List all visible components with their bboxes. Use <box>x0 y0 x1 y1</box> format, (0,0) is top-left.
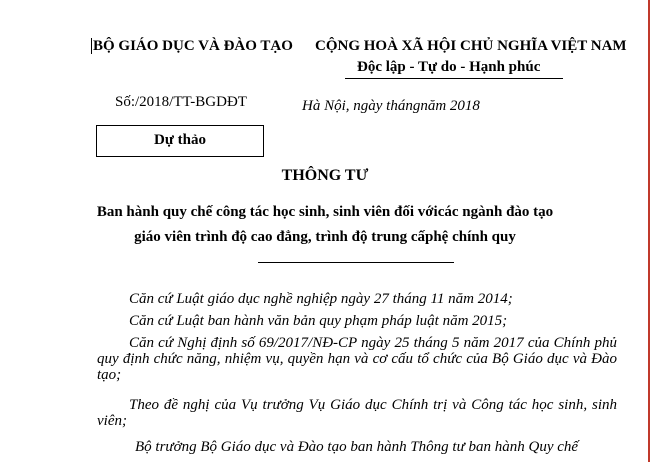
paragraph-legal-basis-3: Căn cứ Nghị định số 69/2017/NĐ-CP ngày 25 tháng 5 năm 2017 của Chính phủ quy định chức năng, nhiệm vụ, quyền hạn và cơ cấu tổ chức của Bộ Giáo dục và Đào tạo; <box>97 335 617 383</box>
paragraph-legal-basis-1: Căn cứ Luật giáo dục nghề nghiệp ngày 27 tháng 11 năm 2014; <box>129 291 513 307</box>
republic-name: CỘNG HOÀ XÃ HỘI CHỦ NGHĨA VIỆT NAM <box>315 38 627 54</box>
title-separator <box>258 262 454 263</box>
place-date: Hà Nội, ngày thángnăm 2018 <box>302 98 480 114</box>
motto: Độc lập - Tự do - Hạnh phúc <box>357 59 541 75</box>
subject-line-2: giáo viên trình độ cao đẳng, trình độ trung cấphệ chính quy <box>134 229 516 245</box>
motto-underline <box>345 78 563 79</box>
paragraph-minister: Bộ trưởng Bộ Giáo dục và Đào tạo ban hành Thông tư ban hành Quy chế <box>135 439 579 455</box>
document-type: THÔNG TƯ <box>281 167 369 184</box>
text-cursor <box>91 38 92 54</box>
subject-line-1: Ban hành quy chế công tác học sinh, sinh viên đối vớicác ngành đào tạo <box>96 204 554 220</box>
ministry-name: BỘ GIÁO DỤC VÀ ĐÀO TẠO <box>93 38 293 54</box>
document-number: Số:/2018/TT-BGDĐT <box>115 94 247 110</box>
paragraph-legal-basis-2: Căn cứ Luật ban hành văn bản quy phạm pháp luật năm 2015; <box>129 313 508 329</box>
draft-label: Dự thảo <box>154 132 206 148</box>
paragraph-proposal: Theo đề nghị của Vụ trưởng Vụ Giáo dục Chính trị và Công tác học sinh, sinh viên; <box>97 397 617 429</box>
